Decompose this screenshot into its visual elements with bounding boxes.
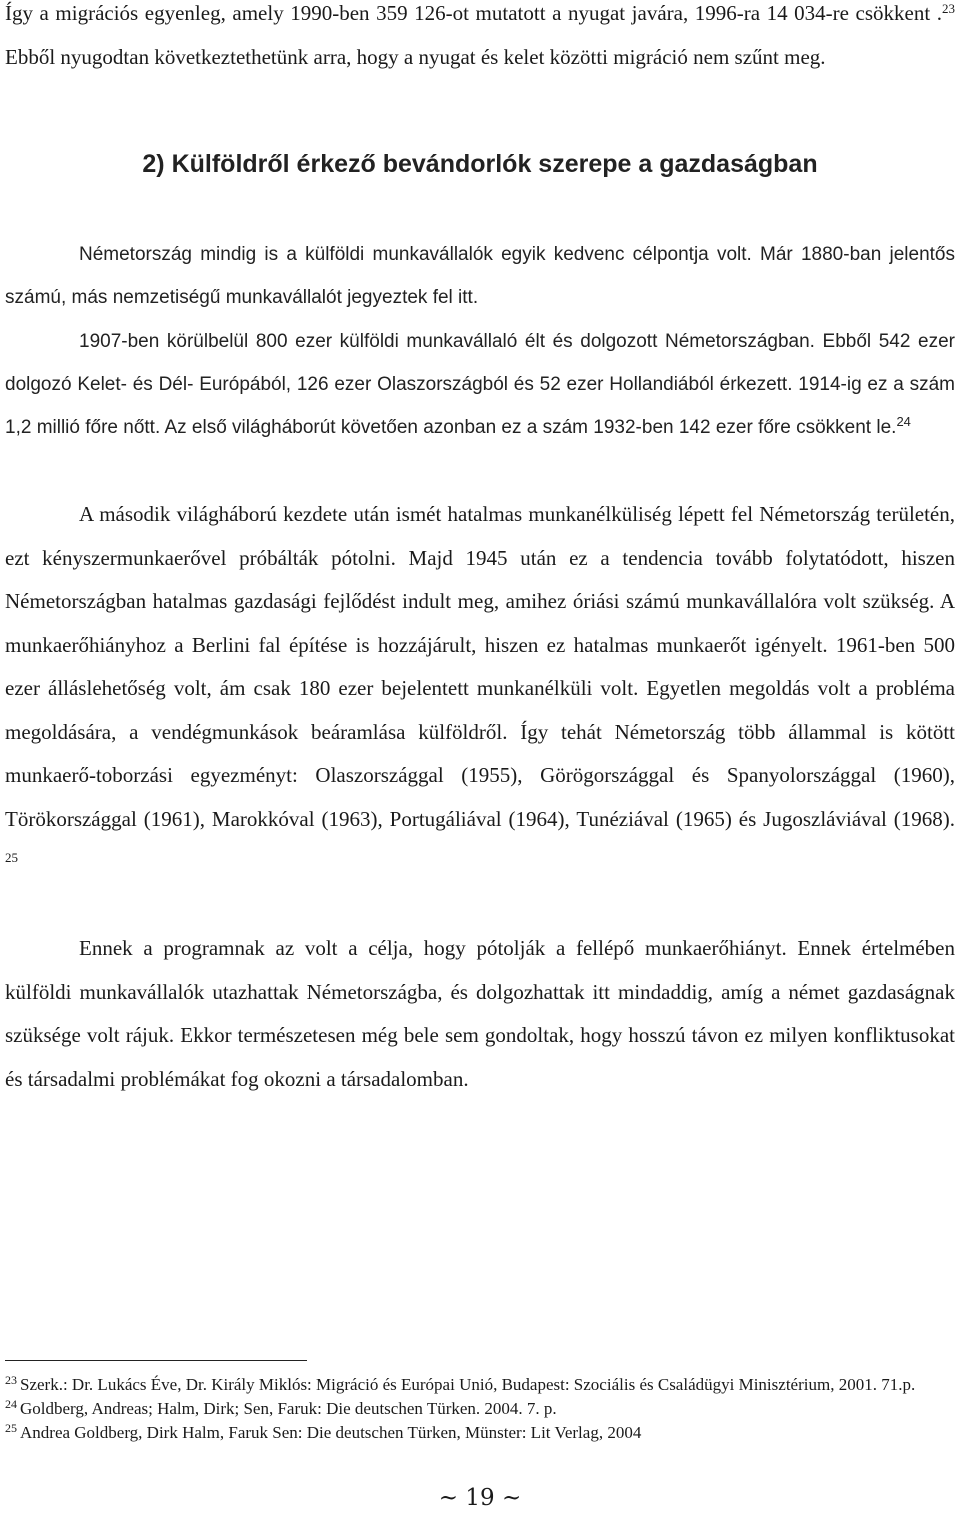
footnote-number: 25	[5, 1421, 17, 1435]
footnote-ref-23[interactable]: 23	[942, 1, 955, 16]
paragraph-post-war	[5, 493, 955, 885]
sans-section	[5, 233, 955, 449]
footnote-number: 24	[5, 1397, 17, 1411]
paragraph-1907-text: 1907-ben körülbelül 800 ezer külföldi munkavállaló élt és dolgozott Németországban. Ebből 542 ezer dolgozó Kelet- és Dél- Európából, 126 ezer Olaszországból és 52 ezer Hollandiából érkezett. 1914-ig ez a szám 1,2 millió főre nőtt. Az első világháborút követően azonban ez a szám 1932-ben 142 ezer főre csökkent le.	[5, 330, 955, 439]
footnote-24	[5, 1397, 935, 1421]
section-heading: 2) Külföldről érkező bevándorlók szerepe a gazdaságban	[142, 150, 818, 178]
page-number: ~ 19 ~	[438, 1485, 522, 1511]
paragraph-1907-statistics	[5, 320, 955, 450]
footnote-number: 23	[5, 1373, 17, 1387]
footnote-ref-25[interactable]: 25	[5, 850, 18, 865]
footnotes	[5, 1373, 935, 1445]
intro-text: Így a migrációs egyenleg, amely 1990-ben 359 126-ot mutatott a nyugat javára, 1996-ra 14 034-re csökkent .	[5, 1, 942, 25]
intro-paragraph	[5, 0, 955, 79]
footnote-text: Szerk.: Dr. Lukács Éve, Dr. Király Miklós: Migráció és Európai Unió, Budapest: Szociális és Családügyi Minisztérium, 2001. 71.p.	[20, 1375, 916, 1394]
footnote-separator	[5, 1360, 307, 1361]
footnote-23	[5, 1373, 935, 1397]
footnote-text: Goldberg, Andreas; Halm, Dirk; Sen, Faruk: Die deutschen Türken. 2004. 7. p.	[20, 1399, 557, 1418]
paragraph-history-1880: Németország mindig is a külföldi munkavállalók egyik kedvenc célpontja volt. Már 1880-ban jelentős számú, más nemzetiségű munkavállalót jegyeztek fel itt.	[5, 244, 955, 309]
paragraph-post-war-text: A második világháború kezdete után ismét hatalmas munkanélküliség lépett fel Németország területén, ezt kényszermunkaerővel próbálták pótolni. Majd 1945 után ez a tendencia tovább folytatódott, hiszen Németországban hatalmas gazdasági fejlődést indult meg, amihez óriási számú munkavállalóra volt szükség. A munkaerőhiányhoz a Berlini fal építése is hozzájárult, hiszen ez hatalmas munkaerőt igényelt. 1961-ben 500 ezer álláslehetőség volt, ám csak 180 ezer bejelentett munkanélküli volt. Egyetlen megoldás volt a probléma megoldására, a vendégmunkások beáramlása külföldről. Így tehát Németország több állammal is kötött munkaerő-toborzási egyezményt: Olaszországgal (1955), Görögországgal és Spanyolországgal (1960), Törökországgal (1961), Marokkóval (1963), Portugáliával (1964), Tunéziával (1965) és Jugoszláviával (1968).	[5, 502, 955, 831]
footnote-text: Andrea Goldberg, Dirk Halm, Faruk Sen: Die deutschen Türken, Münster: Lit Verlag, 2004	[20, 1423, 642, 1442]
paragraph-program-goal: Ennek a programnak az volt a célja, hogy pótolják a fellépő munkaerőhiányt. Ennek értelmében külföldi munkavállalók utazhattak Németországba, és dolgozhattak itt mindaddig, amíg a német gazdaságnak szüksége volt rájuk. Ekkor természetesen még bele sem gondoltak, hogy hosszú távon ez milyen konfliktusokat és társadalmi problémákat fog okozni a társadalomban.	[5, 936, 955, 1091]
intro-text-after: Ebből nyugodtan következtethetünk arra, hogy a nyugat és kelet közötti migráció nem szűnt meg.	[5, 44, 826, 69]
footnote-ref-24[interactable]: 24	[896, 414, 911, 430]
footnote-25	[5, 1421, 935, 1445]
